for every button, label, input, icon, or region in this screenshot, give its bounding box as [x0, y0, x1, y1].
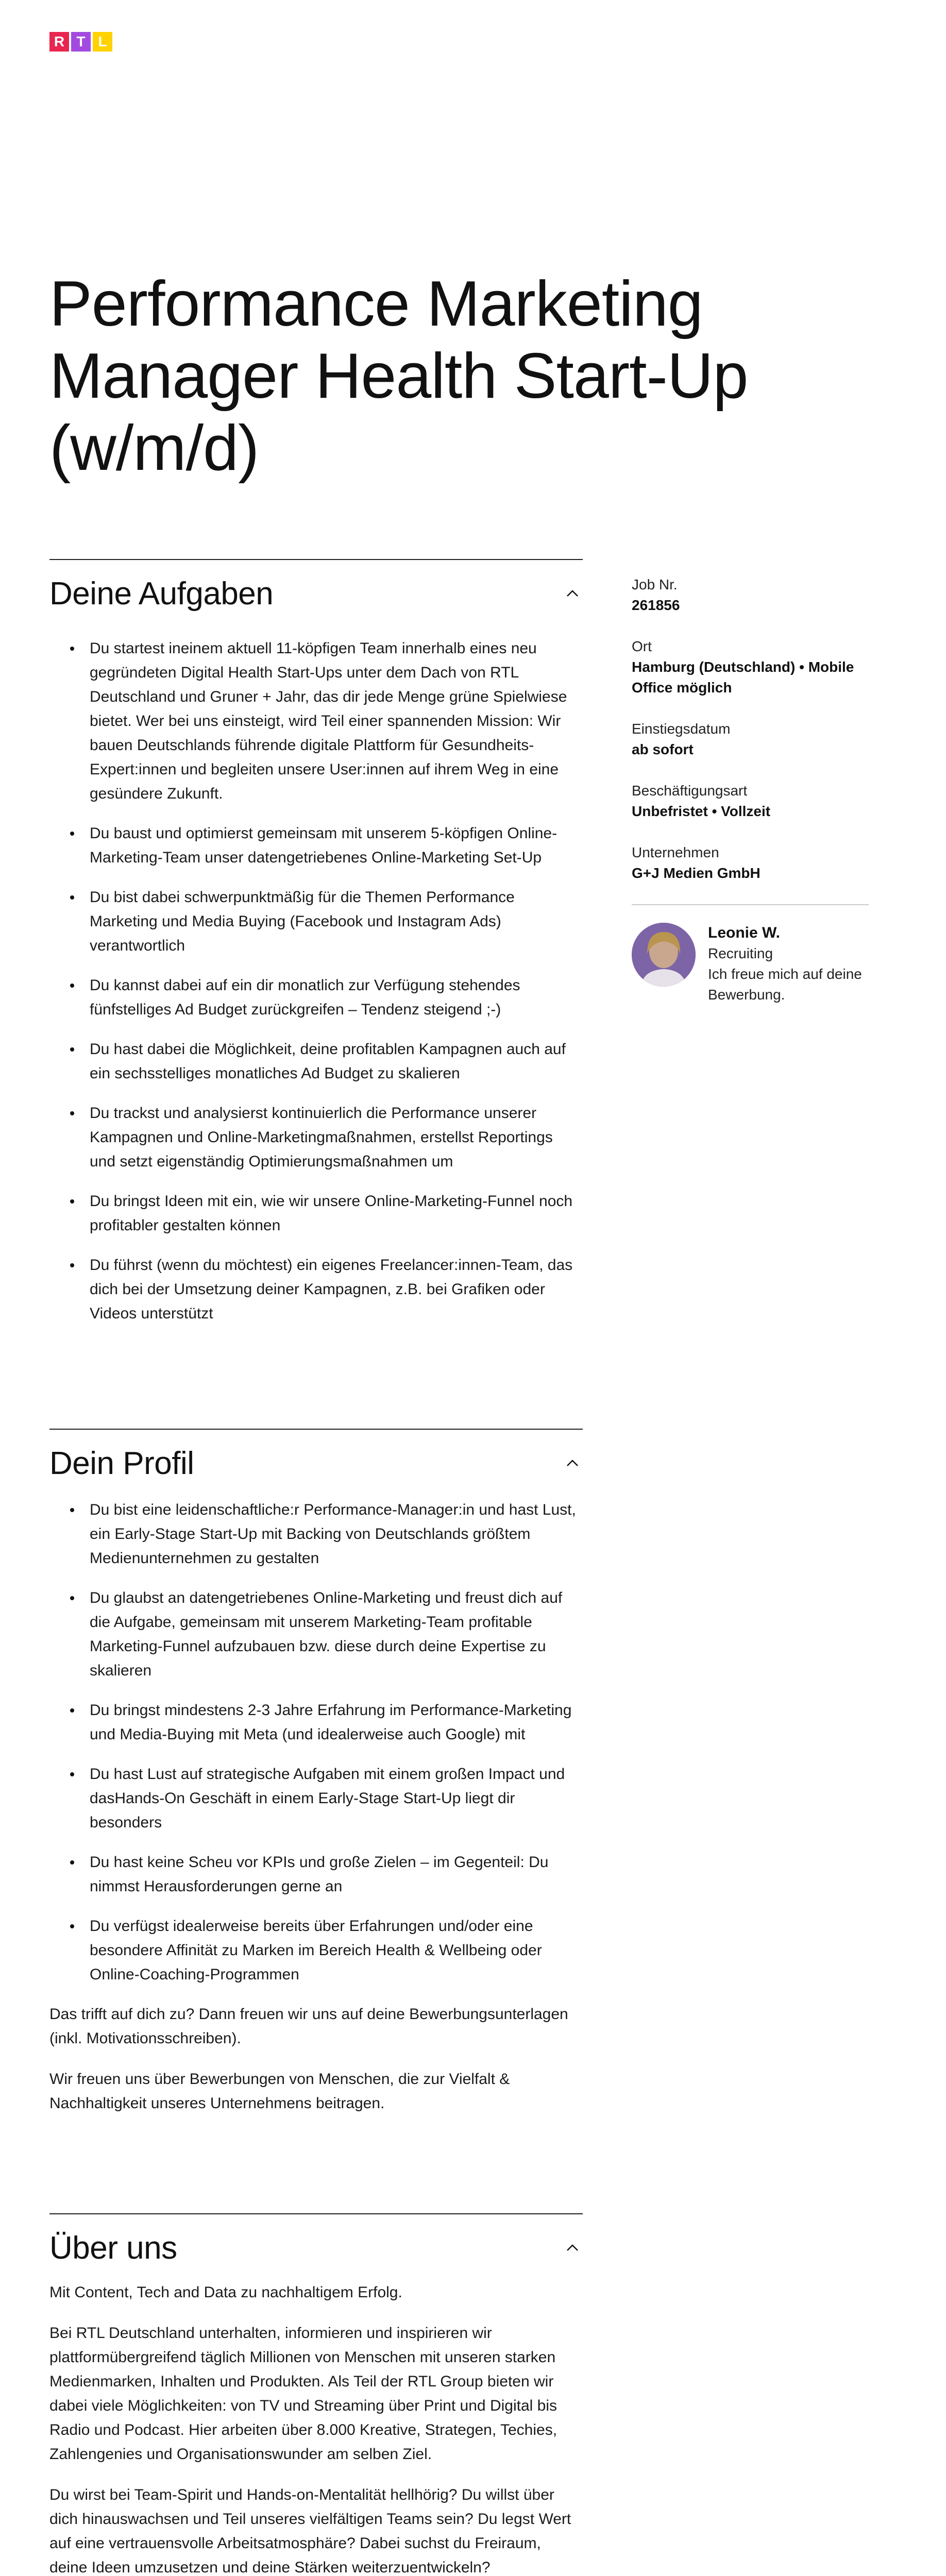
chevron-up-icon[interactable]	[562, 1453, 583, 1473]
list-item: Du führst (wenn du möchtest) ein eigenes Freelancer:innen-Team, das dich bei der Umsetzung deiner Kampagnen, z.B. bei Grafiken oder Videos unterstützt	[90, 1253, 583, 1326]
job-number: Job Nr. 261856	[632, 577, 680, 613]
section-profil-header[interactable]	[49, 1430, 583, 1486]
list-item: Du hast dabei die Möglichkeit, deine profitablen Kampagnen auch auf ein sechsstelliges monatliches Ad Budget zu skalieren	[90, 1037, 583, 1086]
header	[0, 0, 946, 88]
job-employment-type: Beschäftigungsart Unbefristet • Vollzeit	[632, 783, 771, 819]
chevron-up-icon[interactable]	[562, 2238, 583, 2258]
profil-paragraph: Wir freuen uns über Bewerbungen von Menschen, die zur Vielfalt & Nachhaltigkeit unseres Unternehmens beitragen.	[49, 2071, 510, 2112]
logo-letter-r: R	[49, 32, 69, 52]
job-location: Ort Hamburg (Deutschland) • Mobile Office möglich	[632, 638, 854, 696]
section-aufgaben-header[interactable]	[49, 560, 583, 617]
page-title: Performance Marketing Manager Health Start-Up (w/m/d)	[49, 268, 748, 484]
list-item: Du startest ineinem aktuell 11-köpfigen Team innerhalb eines neu gegründeten Digital Health Start-Ups unter dem Dach von RTL Deutschland und Gruner + Jahr, das dir jede Menge grüne Spielwiese bietet. Wer bei uns einsteigt, wird Teil einer spannenden Mission: Wir bauen Deutschlands führende digitale Plattform für Gesundheits-Expert:innen und begleiten unsere User:innen auf ihrem Weg in eine gesündere Zukunft.	[90, 636, 583, 806]
main-content	[49, 559, 583, 2576]
section-ueber-uns	[49, 2213, 583, 2576]
recruiter-role: Recruiting	[708, 945, 773, 961]
recruiter-contact	[632, 923, 869, 1005]
list-item: Du hast Lust auf strategische Aufgaben mit einem großen Impact und dasHands-On Geschäft in einem Early-Stage Start-Up liegt dir besonders	[90, 1762, 583, 1835]
list-item: Du baust und optimierst gemeinsam mit unserem 5-köpfigen Online-Marketing-Team unser datengetriebenes Online-Marketing Set-Up	[90, 821, 583, 870]
list-item: Du kannst dabei auf ein dir monatlich zur Verfügung stehendes fünfstelliges Ad Budget zurückgreifen – Tendenz steigend ;-)	[90, 973, 583, 1022]
section-ueber-uns-header[interactable]	[49, 2214, 583, 2271]
sidebar-divider	[632, 904, 869, 905]
list-item: Du trackst und analysierst kontinuierlich die Performance unserer Kampagnen und Online-Marketingmaßnahmen, erstellst Reportings und setzt eigenständig Optimierungsmaßnahmen um	[90, 1101, 583, 1174]
job-start-date: Einstiegsdatum ab sofort	[632, 721, 731, 757]
section-title: Über uns	[49, 2230, 177, 2266]
logo-letter-l: L	[93, 32, 112, 52]
section-aufgaben	[49, 559, 583, 1326]
list-item: Du glaubst an datengetriebenes Online-Marketing und freust dich auf die Aufgabe, gemeinsam mit unserem Marketing-Team profitable Marketing-Funnel aufzubauen bzw. diese durch deine Expertise zu skalieren	[90, 1586, 583, 1683]
chevron-up-icon[interactable]	[562, 583, 583, 604]
recruiter-message: Ich freue mich auf deine Bewerbung.	[708, 966, 862, 1003]
ueber-paragraph: Bei RTL Deutschland unterhalten, informieren und inspirieren wir plattformübergreifend täglich Millionen von Menschen mit unseren starken Medienmarken, Inhalten und Produkten. Als Teil der RTL Group bieten wir dabei viele Möglichkeiten: von TV und Streaming über Print und Digital bis Radio und Podcast. Hier arbeiten über 8.000 Kreative, Strategen, Techies, Zahlengenies und Organisationswunder am selben Ziel.	[49, 2325, 558, 2463]
list-item: Du bist eine leidenschaftliche:r Performance-Manager:in und hast Lust, ein Early-Stage Start-Up mit Backing von Deutschlands größtem Medienunternehmen zu gestalten	[90, 1498, 583, 1570]
recruiter-info	[708, 923, 869, 1005]
profil-list	[49, 1498, 583, 1987]
ueber-paragraph: Mit Content, Tech and Data zu nachhaltigem Erfolg.	[49, 2284, 402, 2301]
logo-letter-t: T	[71, 32, 91, 52]
section-title: Deine Aufgaben	[49, 575, 274, 612]
list-item: Du verfügst idealerweise bereits über Erfahrungen und/oder eine besondere Affinität zu Marken im Bereich Health & Wellbeing oder Online-Coaching-Programmen	[90, 1914, 583, 1987]
section-title: Dein Profil	[49, 1445, 194, 1481]
profil-paragraph: Das trifft auf dich zu? Dann freuen wir uns auf deine Bewerbungsunterlagen (inkl. Motivationsschreiben).	[49, 2006, 568, 2047]
section-profil	[49, 1429, 583, 2115]
recruiter-name: Leonie W.	[708, 924, 781, 941]
aufgaben-list	[49, 636, 583, 1326]
job-sidebar	[632, 574, 869, 1005]
ueber-paragraph: Du wirst bei Team-Spirit und Hands-on-Mentalität hellhörig? Du willst über dich hinauswachsen und Teil unseres vielfältigen Teams sein? Du legst Wert auf eine vertrauensvolle Arbeitsatmosphäre? Dabei suchst du Freiraum, deine Ideen umzusetzen und deine Stärken weiterzuentwickeln?	[49, 2486, 571, 2576]
list-item: Du bist dabei schwerpunktmäßig für die Themen Performance Marketing und Media Buying (Facebook und Instagram Ads) verantwortlich	[90, 885, 583, 958]
job-company: Unternehmen G+J Medien GmbH	[632, 844, 761, 881]
list-item: Du hast keine Scheu vor KPIs und große Zielen – im Gegenteil: Du nimmst Herausforderungen gerne an	[90, 1850, 583, 1899]
avatar	[632, 923, 696, 987]
list-item: Du bringst mindestens 2-3 Jahre Erfahrung im Performance-Marketing und Media-Buying mit Meta (und idealerweise auch Google) mit	[90, 1698, 583, 1747]
rtl-logo[interactable]	[49, 32, 112, 52]
list-item: Du bringst Ideen mit ein, wie wir unsere Online-Marketing-Funnel noch profitabler gestalten können	[90, 1189, 583, 1238]
